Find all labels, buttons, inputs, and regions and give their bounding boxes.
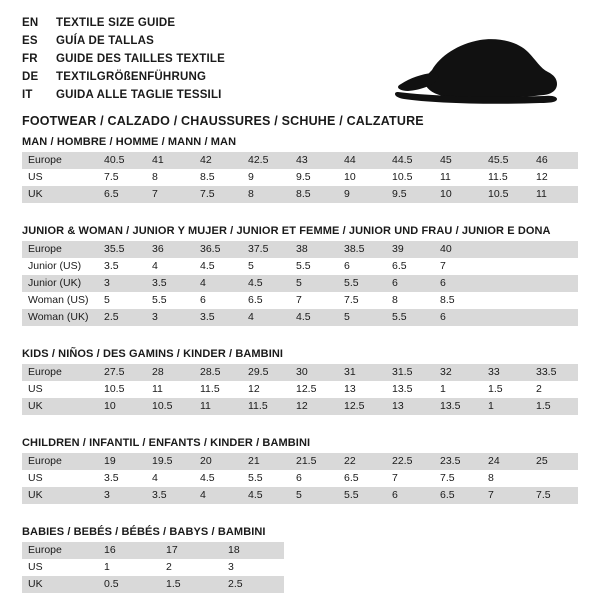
size-cell: 3 — [222, 559, 284, 576]
size-cell: 42 — [194, 152, 242, 169]
size-cell: 1.5 — [482, 381, 530, 398]
size-cell: 45.5 — [482, 152, 530, 169]
size-cell: 7 — [482, 487, 530, 504]
size-cell: 4 — [242, 309, 290, 326]
size-cell — [482, 258, 530, 275]
size-cell: 12.5 — [290, 381, 338, 398]
table-row — [22, 275, 578, 292]
size-table — [22, 364, 578, 415]
row-label: UK — [22, 398, 98, 415]
size-cell: 11 — [146, 381, 194, 398]
size-cell: 2.5 — [98, 309, 146, 326]
size-cell: 38.5 — [338, 241, 386, 258]
language-code: IT — [22, 89, 33, 101]
size-cell: 2 — [160, 559, 222, 576]
row-label: Woman (US) — [22, 292, 98, 309]
size-cell: 9.5 — [386, 186, 434, 203]
size-cell: 8 — [146, 169, 194, 186]
row-label: Europe — [22, 241, 98, 258]
size-cell: 4.5 — [194, 258, 242, 275]
size-cell: 7.5 — [530, 487, 578, 504]
table-row — [22, 309, 578, 326]
size-table — [22, 453, 578, 504]
size-cell: 1 — [434, 381, 482, 398]
size-cell: 3.5 — [146, 487, 194, 504]
size-cell: 4.5 — [194, 470, 242, 487]
row-label: Europe — [22, 453, 98, 470]
size-cell: 4 — [146, 258, 194, 275]
size-cell: 8.5 — [434, 292, 482, 309]
size-section — [22, 437, 578, 504]
row-label: US — [22, 381, 98, 398]
size-cell: 7 — [386, 470, 434, 487]
size-cell: 12.5 — [338, 398, 386, 415]
size-cell: 13 — [386, 398, 434, 415]
size-cell: 3 — [98, 487, 146, 504]
size-cell: 13.5 — [386, 381, 434, 398]
row-label: US — [22, 470, 98, 487]
empty-cell — [408, 559, 470, 576]
size-cell: 11.5 — [242, 398, 290, 415]
size-cell: 10 — [338, 169, 386, 186]
empty-cell — [594, 576, 600, 593]
row-label: US — [22, 169, 98, 186]
table-row — [22, 186, 578, 203]
size-cell — [482, 241, 530, 258]
size-cell: 28 — [146, 364, 194, 381]
footwear-category-title: FOOTWEAR / CALZADO / CHAUSSURES / SCHUHE / CALZATURE — [22, 114, 424, 128]
size-cell: 8 — [242, 186, 290, 203]
table-row — [22, 576, 600, 593]
row-label: Europe — [22, 364, 98, 381]
table-row — [22, 453, 578, 470]
table-row — [22, 292, 578, 309]
language-guide-title: GUÍA DE TALLAS — [56, 35, 154, 47]
size-cell: 10.5 — [146, 398, 194, 415]
size-cell: 32 — [434, 364, 482, 381]
language-guide-title: TEXTILE SIZE GUIDE — [56, 17, 176, 29]
size-cell: 5.5 — [338, 487, 386, 504]
size-cell: 3 — [98, 275, 146, 292]
size-cell: 28.5 — [194, 364, 242, 381]
row-label: Junior (US) — [22, 258, 98, 275]
size-cell: 6 — [386, 275, 434, 292]
language-guide-title: GUIDA ALLE TAGLIE TESSILI — [56, 89, 222, 101]
size-cell: 5.5 — [386, 309, 434, 326]
empty-cell — [594, 559, 600, 576]
size-cell: 8 — [386, 292, 434, 309]
size-cell: 1.5 — [530, 398, 578, 415]
size-cell: 6.5 — [242, 292, 290, 309]
size-section — [22, 225, 578, 326]
row-label: UK — [22, 576, 98, 593]
size-cell: 5.5 — [290, 258, 338, 275]
size-cell — [530, 292, 578, 309]
table-row — [22, 398, 578, 415]
size-cell: 5 — [242, 258, 290, 275]
language-guide-title: TEXTILGRÖßENFÜHRUNG — [56, 71, 207, 83]
size-cell — [530, 309, 578, 326]
size-cell: 33 — [482, 364, 530, 381]
size-cell: 4.5 — [242, 487, 290, 504]
empty-cell — [470, 576, 532, 593]
table-row — [22, 559, 600, 576]
table-row — [22, 542, 600, 559]
size-cell: 0.5 — [98, 576, 160, 593]
table-row — [22, 241, 578, 258]
row-label: UK — [22, 487, 98, 504]
empty-cell — [408, 576, 470, 593]
table-row — [22, 152, 578, 169]
size-cell: 1 — [98, 559, 160, 576]
empty-cell — [532, 559, 594, 576]
size-cell: 11.5 — [194, 381, 242, 398]
empty-cell — [284, 559, 346, 576]
size-cell: 20 — [194, 453, 242, 470]
size-cell: 9 — [242, 169, 290, 186]
size-cell: 17 — [160, 542, 222, 559]
size-cell: 25 — [530, 453, 578, 470]
size-cell: 4.5 — [290, 309, 338, 326]
size-cell: 1.5 — [160, 576, 222, 593]
size-cell — [530, 470, 578, 487]
size-cell: 4 — [194, 487, 242, 504]
size-cell: 5.5 — [146, 292, 194, 309]
empty-cell — [346, 542, 408, 559]
size-cell: 36.5 — [194, 241, 242, 258]
size-cell: 7.5 — [98, 169, 146, 186]
size-cell: 3.5 — [194, 309, 242, 326]
row-label: Woman (UK) — [22, 309, 98, 326]
size-cell — [530, 275, 578, 292]
size-cell: 38 — [290, 241, 338, 258]
size-cell: 23.5 — [434, 453, 482, 470]
size-cell: 6 — [290, 470, 338, 487]
empty-cell — [346, 559, 408, 576]
row-label: Junior (UK) — [22, 275, 98, 292]
empty-cell — [470, 559, 532, 576]
size-cell: 4 — [194, 275, 242, 292]
size-cell: 5 — [290, 487, 338, 504]
size-cell: 8.5 — [194, 169, 242, 186]
size-cell: 6 — [338, 258, 386, 275]
size-cell: 41 — [146, 152, 194, 169]
row-label: Europe — [22, 152, 98, 169]
language-code: DE — [22, 71, 39, 83]
size-cell: 6 — [386, 487, 434, 504]
size-cell: 22 — [338, 453, 386, 470]
size-cell: 4 — [146, 470, 194, 487]
size-cell: 4.5 — [242, 275, 290, 292]
size-cell — [530, 241, 578, 258]
size-cell: 6 — [434, 275, 482, 292]
size-cell: 31.5 — [386, 364, 434, 381]
size-cell: 11.5 — [482, 169, 530, 186]
size-cell: 5 — [98, 292, 146, 309]
size-cell: 11 — [434, 169, 482, 186]
size-cell: 31 — [338, 364, 386, 381]
size-cell: 3.5 — [146, 275, 194, 292]
size-section-title: JUNIOR & WOMAN / JUNIOR Y MUJER / JUNIOR ET FEMME / JUNIOR UND FRAU / JUNIOR E DONA — [22, 225, 551, 237]
size-table — [22, 152, 578, 203]
size-cell: 43 — [290, 152, 338, 169]
size-cell: 18 — [222, 542, 284, 559]
size-cell: 7 — [290, 292, 338, 309]
size-cell: 7.5 — [338, 292, 386, 309]
empty-cell — [346, 576, 408, 593]
size-cell: 6.5 — [98, 186, 146, 203]
size-cell: 5.5 — [242, 470, 290, 487]
empty-cell — [594, 542, 600, 559]
size-table — [22, 542, 600, 593]
size-table — [22, 241, 578, 326]
size-cell: 6 — [434, 309, 482, 326]
size-cell — [530, 258, 578, 275]
table-row — [22, 258, 578, 275]
size-cell: 24 — [482, 453, 530, 470]
empty-cell — [284, 576, 346, 593]
empty-cell — [532, 542, 594, 559]
size-cell: 27.5 — [98, 364, 146, 381]
size-cell: 35.5 — [98, 241, 146, 258]
row-label: Europe — [22, 542, 98, 559]
size-cell: 7 — [434, 258, 482, 275]
size-section-title: BABIES / BEBÉS / BÉBÉS / BABYS / BAMBINI — [22, 526, 266, 538]
size-cell: 13.5 — [434, 398, 482, 415]
size-section — [22, 348, 578, 415]
size-cell: 11 — [530, 186, 578, 203]
table-row — [22, 487, 578, 504]
row-label: UK — [22, 186, 98, 203]
size-cell: 45 — [434, 152, 482, 169]
size-section-title: KIDS / NIÑOS / DES GAMINS / KINDER / BAMBINI — [22, 348, 284, 360]
size-cell: 3.5 — [98, 258, 146, 275]
size-cell: 19 — [98, 453, 146, 470]
size-cell: 7.5 — [194, 186, 242, 203]
size-cell: 40.5 — [98, 152, 146, 169]
size-section-title: MAN / HOMBRE / HOMME / MANN / MAN — [22, 136, 237, 148]
size-cell: 21 — [242, 453, 290, 470]
size-cell: 8.5 — [290, 186, 338, 203]
size-cell — [482, 275, 530, 292]
table-row — [22, 169, 578, 186]
language-guide-title: GUIDE DES TAILLES TEXTILE — [56, 53, 225, 65]
size-cell: 40 — [434, 241, 482, 258]
size-cell: 16 — [98, 542, 160, 559]
size-cell: 5.5 — [338, 275, 386, 292]
size-cell: 46 — [530, 152, 578, 169]
size-cell: 44.5 — [386, 152, 434, 169]
table-row — [22, 470, 578, 487]
size-cell — [482, 292, 530, 309]
dress-shoe-icon — [368, 26, 558, 108]
size-cell: 22.5 — [386, 453, 434, 470]
size-cell: 11 — [194, 398, 242, 415]
size-cell: 7.5 — [434, 470, 482, 487]
size-cell: 6.5 — [386, 258, 434, 275]
size-cell: 1 — [482, 398, 530, 415]
empty-cell — [284, 542, 346, 559]
language-code: FR — [22, 53, 38, 65]
size-cell: 9 — [338, 186, 386, 203]
size-cell: 44 — [338, 152, 386, 169]
size-tables-container — [22, 136, 578, 593]
size-cell: 29.5 — [242, 364, 290, 381]
size-cell: 3.5 — [98, 470, 146, 487]
size-cell: 21.5 — [290, 453, 338, 470]
size-cell: 33.5 — [530, 364, 578, 381]
size-cell: 7 — [146, 186, 194, 203]
size-cell: 39 — [386, 241, 434, 258]
size-cell: 37.5 — [242, 241, 290, 258]
size-section — [22, 136, 578, 203]
size-cell: 12 — [290, 398, 338, 415]
empty-cell — [532, 576, 594, 593]
size-cell: 8 — [482, 470, 530, 487]
size-cell: 3 — [146, 309, 194, 326]
table-row — [22, 364, 578, 381]
language-code: ES — [22, 35, 38, 47]
language-code: EN — [22, 17, 39, 29]
size-cell: 10 — [98, 398, 146, 415]
size-cell: 13 — [338, 381, 386, 398]
size-cell: 5 — [338, 309, 386, 326]
size-cell: 10.5 — [482, 186, 530, 203]
size-cell: 6 — [194, 292, 242, 309]
size-cell: 30 — [290, 364, 338, 381]
size-cell: 10 — [434, 186, 482, 203]
size-section-title: CHILDREN / INFANTIL / ENFANTS / KINDER / BAMBINI — [22, 437, 311, 449]
size-cell: 9.5 — [290, 169, 338, 186]
size-cell: 42.5 — [242, 152, 290, 169]
size-cell: 12 — [242, 381, 290, 398]
size-section — [22, 526, 578, 593]
row-label: US — [22, 559, 98, 576]
size-cell: 6.5 — [434, 487, 482, 504]
size-cell: 19.5 — [146, 453, 194, 470]
size-cell — [482, 309, 530, 326]
empty-cell — [470, 542, 532, 559]
size-cell: 36 — [146, 241, 194, 258]
size-cell: 10.5 — [386, 169, 434, 186]
document-header — [22, 14, 578, 128]
empty-cell — [408, 542, 470, 559]
size-cell: 6.5 — [338, 470, 386, 487]
size-cell: 5 — [290, 275, 338, 292]
table-row — [22, 381, 578, 398]
size-cell: 12 — [530, 169, 578, 186]
size-cell: 10.5 — [98, 381, 146, 398]
size-cell: 2.5 — [222, 576, 284, 593]
size-cell: 2 — [530, 381, 578, 398]
